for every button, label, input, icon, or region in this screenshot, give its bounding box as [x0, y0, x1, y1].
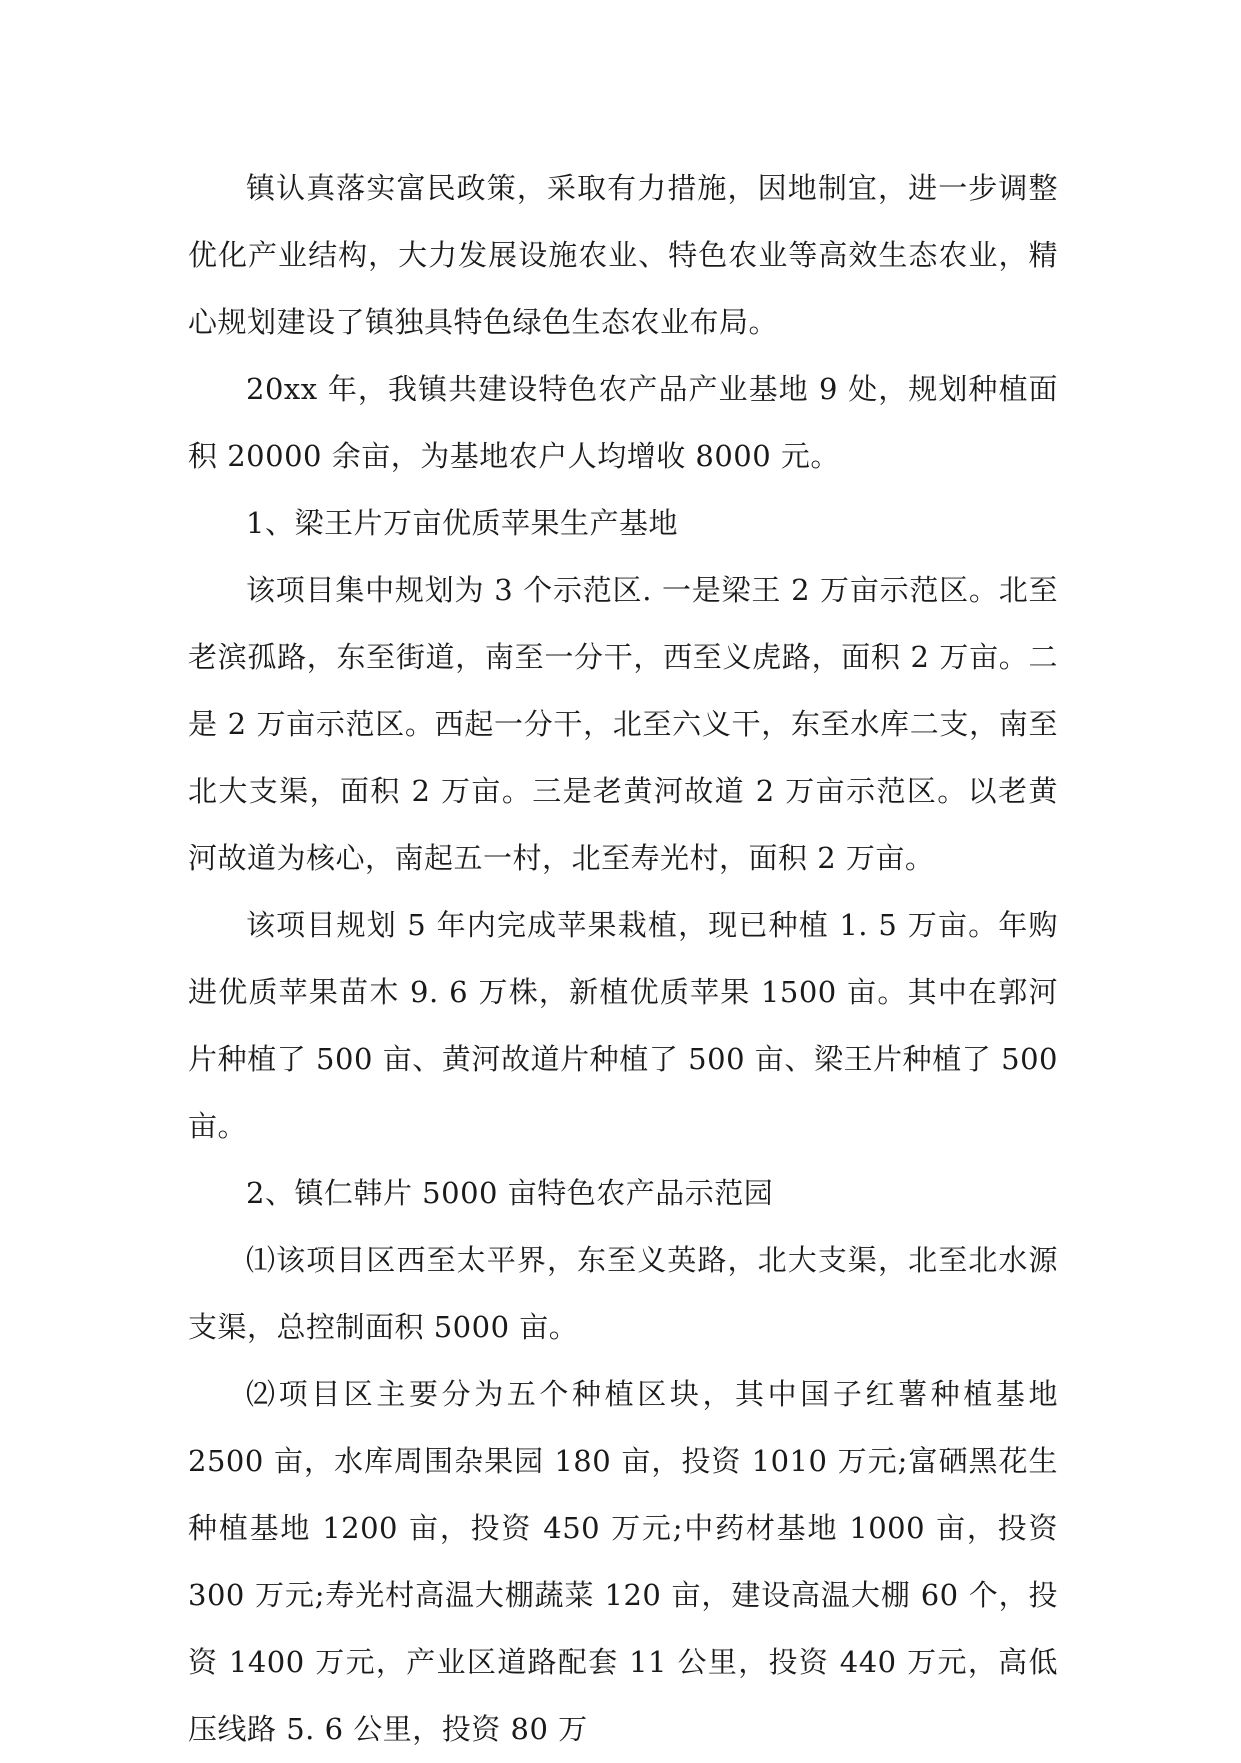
- paragraph: ⑴该项目区西至太平界，东至义英路，北大支渠，北至北水源支渠，总控制面积 5000 亩。: [188, 1243, 1058, 1344]
- paragraph: 镇认真落实富民政策，采取有力措施，因地制宜，进一步调整优化产业结构，大力发展设施农业、特色农业等高效生态农业，精心规划建设了镇独具特色绿色生态农业布局。: [188, 171, 1058, 339]
- document-body: [188, 155, 1058, 1763]
- paragraph: 该项目规划 5 年内完成苹果栽植，现已种植 1. 5 万亩。年购进优质苹果苗木 9. 6 万株，新植优质苹果 1500 亩。其中在郭河片种植了 500 亩、黄河故道片种植了 500 亩、梁王片种植了 500 亩。: [188, 908, 1058, 1143]
- paragraph: 20xx 年，我镇共建设特色农产品产业基地 9 处，规划种植面积 20000 余亩，为基地农户人均增收 8000 元。: [188, 372, 1058, 473]
- paragraph: 该项目集中规划为 3 个示范区. 一是梁王 2 万亩示范区。北至老滨孤路，东至街道，南至一分干，西至义虎路，面积 2 万亩。二是 2 万亩示范区。西起一分干，北至六义干，东至水库二支，南至北大支渠，面积 2 万亩。三是老黄河故道 2 万亩示范区。以老黄河故道为核心，南起五一村，北至寿光村，面积 2 万亩。: [188, 573, 1058, 875]
- paragraph: ⑵项目区主要分为五个种植区块，其中国子红薯种植基地 2500 亩，水库周围杂果园 180 亩，投资 1010 万元;富硒黑花生种植基地 1200 亩，投资 450 万元;中药材基地 1000 亩，投资 300 万元;寿光村高温大棚蔬菜 120 亩，建设高温大棚 60 个，投资 1400 万元，产业区道路配套 11 公里，投资 440 万元，高低压线路 5. 6 公里，投资 80 万: [188, 1377, 1058, 1746]
- section-heading: 1、梁王片万亩优质苹果生产基地: [246, 506, 678, 540]
- section-heading: 2、镇仁韩片 5000 亩特色农产品示范园: [246, 1176, 774, 1210]
